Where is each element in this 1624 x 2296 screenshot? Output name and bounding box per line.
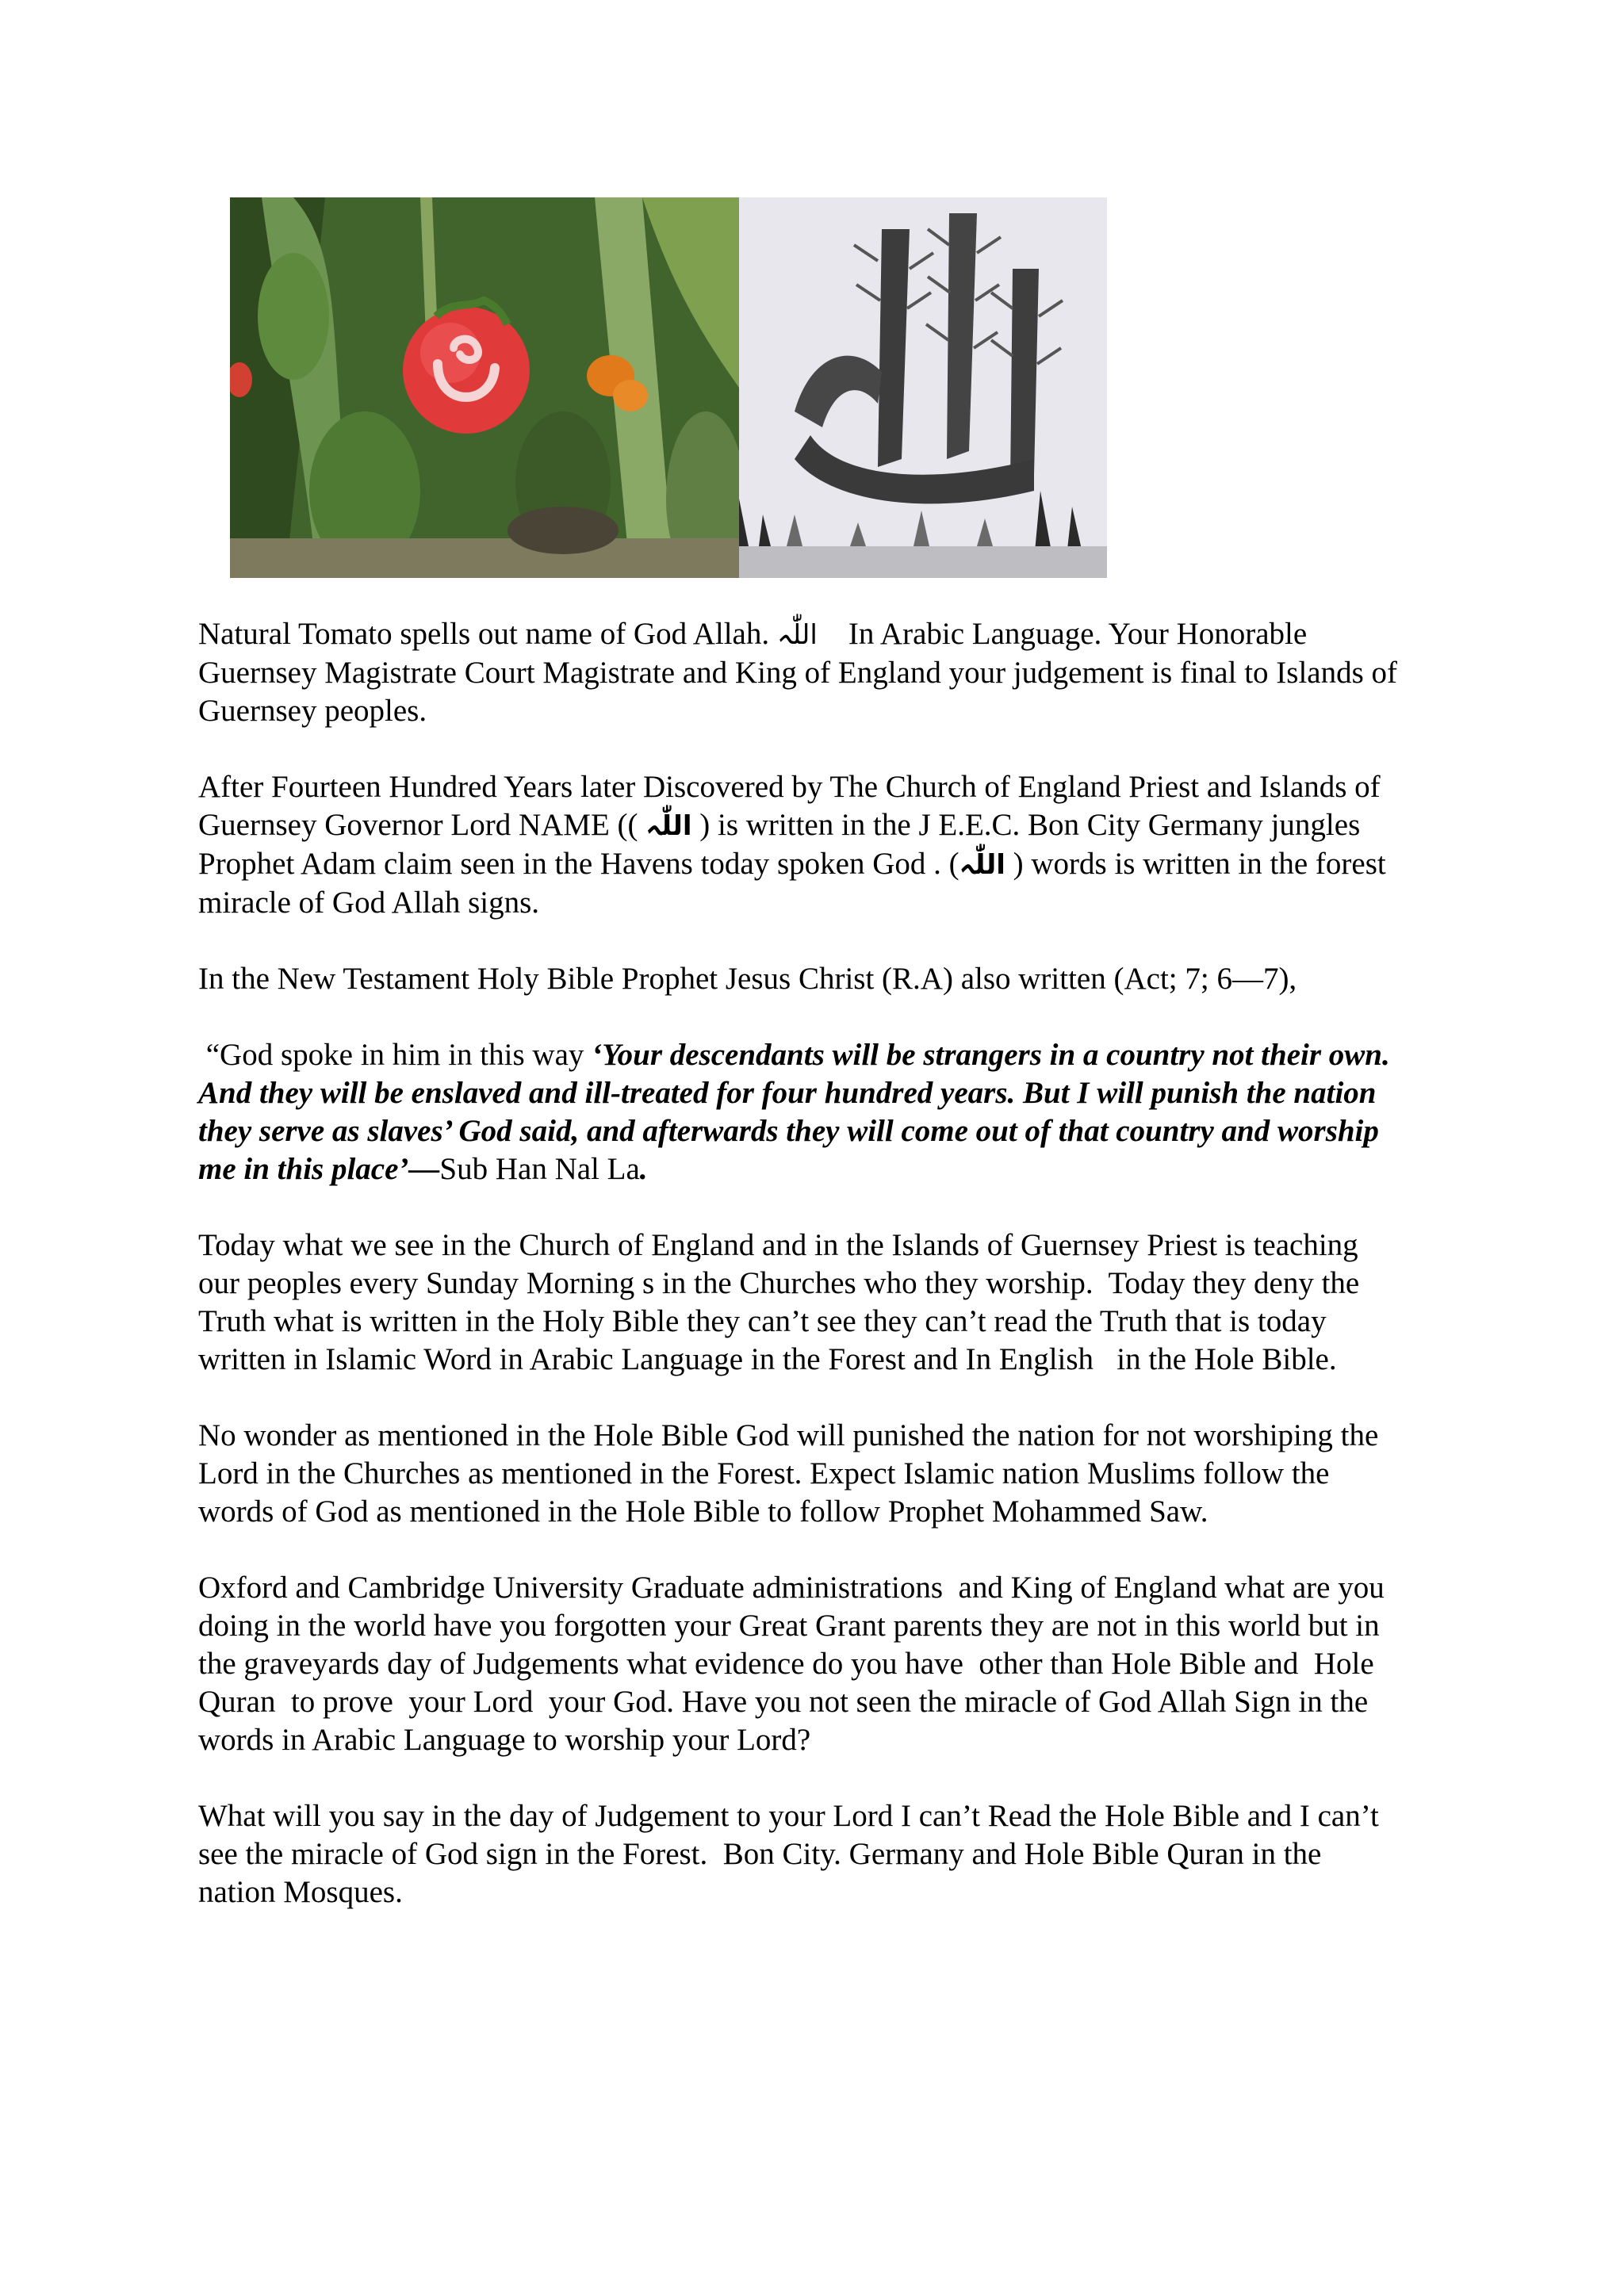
arabic-allah-glyph: اللّٰہ — [645, 810, 692, 842]
p2-text-b: ) is written in the J E.E.C. Bon City Germany jungles Prophet Adam claim seen in the Havens today spoken God . ( — [198, 808, 1361, 881]
paragraph-2 — [198, 768, 1404, 922]
document-body — [198, 615, 1404, 1950]
p4-period: . — [639, 1152, 648, 1186]
paragraph-7: Oxford and Cambridge University Graduate administrations and King of England what are you doing in the world have you forgotten your Great Grant parents they are not in this world but in the graveyards day of Judgements what evidence do you have other than Hole Bible and Hole Quran to prove your Lord your God. Have you not seen the miracle of God Allah Sign in the words in Arabic Language to worship your Lord? — [198, 1571, 1392, 1757]
p2-text-c: ) words is written in the forest miracle of God Allah signs. — [198, 847, 1386, 920]
arabic-allah-glyph: اللّٰہ — [776, 619, 818, 651]
p1-text-b: In Arabic Language. Your Honorable Guernsey Magistrate Court Magistrate and King of England your judgement is final to Islands of Guernsey peoples. — [198, 617, 1405, 728]
paragraph-4-quote — [198, 1036, 1404, 1188]
paragraph-6: No wonder as mentioned in the Hole Bible God will punished the nation for not worshiping the Lord in the Churches as mentioned in the Forest. Expect Islamic nation Muslims follow the words of God as mentioned in the Hole Bible to follow Prophet Mohammed Saw. — [198, 1418, 1379, 1529]
tomato-photo-drawing — [230, 197, 739, 578]
arabic-allah-glyph: اللّٰہ — [959, 849, 1005, 881]
p4-intro: “God spoke in him in this way — [198, 1038, 592, 1072]
tree-script-photo — [739, 197, 1107, 578]
tree-script-drawing — [739, 197, 1107, 578]
paragraph-3: In the New Testament Holy Bible Prophet Jesus Christ (R.A) also written (Act; 7; 6—7), — [198, 962, 1297, 996]
paragraph-5: Today what we see in the Church of England and in the Islands of Guernsey Priest is teaching our peoples every Sunday Morning s in the Churches who they worship. Today they deny the Truth what is written in the Holy Bible they can’t see they can’t read the Truth that is today written in Islamic Word in Arabic Language in the Forest and In English in the Hole Bible. — [198, 1228, 1367, 1376]
paragraph-1 — [198, 615, 1404, 730]
p4-closing: Sub Han Nal La — [439, 1152, 640, 1186]
p1-text-a: Natural Tomato spells out name of God Allah. — [198, 617, 777, 651]
paragraph-8: What will you say in the day of Judgement to your Lord I can’t Read the Hole Bible and I can’t see the miracle of God sign in the Forest. Bon City. Germany and Hole Bible Quran in the nation Mosques. — [198, 1799, 1387, 1909]
image-pair — [230, 197, 1107, 578]
bible-quote: ‘Your descendants will be strangers in a country not their own. And they will be enslaved and ill-treated for four hundred years. But I will punish the nation they serve as slaves’ God said, and afterwards they will come out of that country and worship me in this place’— — [198, 1038, 1390, 1186]
tomato-photo — [230, 197, 739, 578]
p2-text-a: After Fourteen Hundred Years later Discovered by The Church of England Priest and Islands of Guernsey Governor Lord NAME (( — [198, 770, 1381, 842]
